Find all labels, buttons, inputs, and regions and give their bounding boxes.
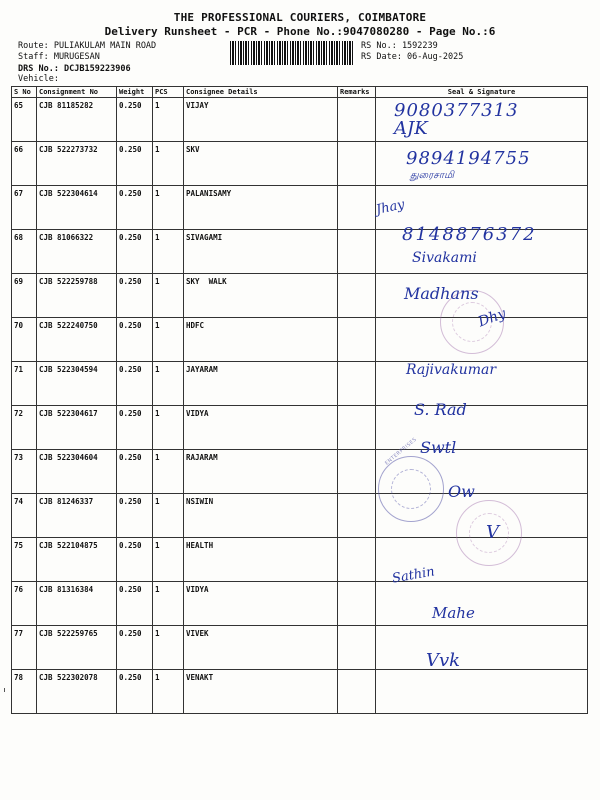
- cell-consignee: RAJARAM: [184, 450, 338, 494]
- cell-weight: 0.250: [117, 142, 153, 186]
- cell-pcs: 1: [153, 274, 184, 318]
- col-remarks: Remarks: [338, 87, 376, 98]
- cell-consignee: HEALTH: [184, 538, 338, 582]
- cell-weight: 0.250: [117, 274, 153, 318]
- rs-number: RS No.: 1592239: [361, 41, 438, 51]
- handwritten-phone: 9894194755: [406, 148, 531, 169]
- cell-pcs: 1: [153, 142, 184, 186]
- cell-sno: 67: [12, 186, 37, 230]
- cell-pcs: 1: [153, 494, 184, 538]
- handwritten-signature: Ow: [448, 482, 475, 501]
- barcode-image: [230, 41, 355, 65]
- cell-pcs: 1: [153, 626, 184, 670]
- cell-consignment: CJB 522304617: [37, 406, 117, 450]
- handwritten-signature: Rajivakumar: [406, 362, 497, 378]
- table-row: [12, 186, 588, 230]
- handwritten-signature: Dhy: [476, 305, 509, 331]
- cell-remarks: [338, 494, 376, 538]
- cell-consignment: CJB 522240750: [37, 318, 117, 362]
- cell-consignee: PALANISAMY: [184, 186, 338, 230]
- cell-weight: 0.250: [117, 98, 153, 142]
- cell-weight: 0.250: [117, 230, 153, 274]
- cell-sno: 72: [12, 406, 37, 450]
- cell-remarks: [338, 626, 376, 670]
- cell-remarks: [338, 538, 376, 582]
- cell-consignment: CJB 81246337: [37, 494, 117, 538]
- col-seal: Seal & Signature: [376, 87, 588, 98]
- cell-sno: 71: [12, 362, 37, 406]
- cell-weight: 0.250: [117, 362, 153, 406]
- cell-pcs: 1: [153, 318, 184, 362]
- cell-pcs: 1: [153, 582, 184, 626]
- cell-pcs: 1: [153, 230, 184, 274]
- table-row: [12, 582, 588, 626]
- runsheet-table: [11, 86, 588, 714]
- cell-consignee: VIDYA: [184, 582, 338, 626]
- cell-seal: [376, 186, 588, 230]
- enterprise-stamp-inner: [391, 469, 431, 509]
- handwritten-signature: Madhans: [404, 284, 479, 303]
- staff-label: Staff: MURUGESAN: [18, 52, 100, 62]
- cell-consignment: CJB 522273732: [37, 142, 117, 186]
- handwritten-signature: S. Rad: [414, 400, 467, 419]
- handwritten-signature: Sathin: [391, 564, 436, 587]
- cell-consignee: SKY WALK: [184, 274, 338, 318]
- margin-mark: [4, 688, 8, 692]
- cell-sno: 69: [12, 274, 37, 318]
- cell-consignment: CJB 522104875: [37, 538, 117, 582]
- cell-consignment: CJB 81066322: [37, 230, 117, 274]
- enterprise-stamp-text: ENTERPRISES: [384, 436, 419, 467]
- cell-consignee: VIJAY: [184, 98, 338, 142]
- handwritten-signature: V: [486, 522, 499, 543]
- cell-pcs: 1: [153, 98, 184, 142]
- cell-remarks: [338, 670, 376, 714]
- cell-remarks: [338, 142, 376, 186]
- cell-weight: 0.250: [117, 582, 153, 626]
- col-consignee: Consignee Details: [184, 87, 338, 98]
- drs-number: DRS No.: DCJB159223906: [18, 64, 131, 74]
- handwritten-phone: 9080377313: [394, 100, 519, 121]
- cell-sno: 68: [12, 230, 37, 274]
- col-sno: S No: [12, 87, 37, 98]
- cell-pcs: 1: [153, 362, 184, 406]
- cell-pcs: 1: [153, 450, 184, 494]
- cell-weight: 0.250: [117, 450, 153, 494]
- cell-sno: 74: [12, 494, 37, 538]
- handwritten-phone: 8148876372: [402, 224, 537, 245]
- cell-weight: 0.250: [117, 494, 153, 538]
- cell-consignment: CJB 522259788: [37, 274, 117, 318]
- cell-sno: 78: [12, 670, 37, 714]
- cell-weight: 0.250: [117, 318, 153, 362]
- handwritten-signature: AJK: [394, 118, 428, 139]
- table-row: [12, 450, 588, 494]
- cell-remarks: [338, 362, 376, 406]
- handwritten-signature: Jhay: [374, 197, 406, 218]
- cell-consignment: CJB 522304594: [37, 362, 117, 406]
- cell-consignee: SKV: [184, 142, 338, 186]
- cell-sno: 73: [12, 450, 37, 494]
- cell-weight: 0.250: [117, 670, 153, 714]
- cell-remarks: [338, 230, 376, 274]
- handwritten-signature: Sivakami: [412, 250, 477, 266]
- handwritten-signature: Swtl: [420, 438, 457, 457]
- cell-consignee: VIVEK: [184, 626, 338, 670]
- cell-consignment: CJB 81185282: [37, 98, 117, 142]
- cell-weight: 0.250: [117, 538, 153, 582]
- cell-consignee: VIDYA: [184, 406, 338, 450]
- table-header-row: [12, 87, 588, 98]
- cell-pcs: 1: [153, 538, 184, 582]
- table-row: [12, 406, 588, 450]
- runsheet-title: THE PROFESSIONAL COURIERS, COIMBATORE: [173, 11, 427, 24]
- cell-pcs: 1: [153, 186, 184, 230]
- rs-date: RS Date: 06-Aug-2025: [361, 52, 464, 62]
- cell-seal: [376, 626, 588, 670]
- table-row: [12, 670, 588, 714]
- handwritten-signature: Vvk: [426, 650, 461, 671]
- cell-sno: 66: [12, 142, 37, 186]
- handwritten-signature: துரைசாமி: [410, 170, 454, 181]
- table-row: [12, 626, 588, 670]
- vehicle-label: Vehicle:: [18, 74, 59, 84]
- cell-consignment: CJB 81316384: [37, 582, 117, 626]
- cell-consignee: SIVAGAMI: [184, 230, 338, 274]
- cell-weight: 0.250: [117, 406, 153, 450]
- col-pcs: PCS: [153, 87, 184, 98]
- cell-remarks: [338, 186, 376, 230]
- cell-remarks: [338, 450, 376, 494]
- cell-remarks: [338, 98, 376, 142]
- cell-consignee: NSIWIN: [184, 494, 338, 538]
- cell-consignment: CJB 522304614: [37, 186, 117, 230]
- cell-sno: 76: [12, 582, 37, 626]
- cell-remarks: [338, 406, 376, 450]
- cell-remarks: [338, 318, 376, 362]
- cell-sno: 70: [12, 318, 37, 362]
- cell-consignment: CJB 522304604: [37, 450, 117, 494]
- cell-weight: 0.250: [117, 186, 153, 230]
- cell-sno: 65: [12, 98, 37, 142]
- cell-remarks: [338, 274, 376, 318]
- table-row: [12, 362, 588, 406]
- cell-pcs: 1: [153, 406, 184, 450]
- cell-consignee: VENAKT: [184, 670, 338, 714]
- cell-weight: 0.250: [117, 626, 153, 670]
- cell-pcs: 1: [153, 670, 184, 714]
- runsheet-subtitle: Delivery Runsheet - PCR - Phone No.:9047080280 - Page No.:6: [104, 25, 496, 38]
- route-label: Route: PULIAKULAM MAIN ROAD: [18, 41, 157, 51]
- col-weight: Weight: [117, 87, 153, 98]
- cell-consignment: CJB 522259765: [37, 626, 117, 670]
- cell-remarks: [338, 582, 376, 626]
- handwritten-signature: Mahe: [432, 604, 475, 622]
- cell-consignee: JAYARAM: [184, 362, 338, 406]
- cell-consignee: HDFC: [184, 318, 338, 362]
- cell-seal: [376, 582, 588, 626]
- col-consignment: Consignment No: [37, 87, 117, 98]
- cell-consignment: CJB 522302078: [37, 670, 117, 714]
- cell-sno: 77: [12, 626, 37, 670]
- cell-sno: 75: [12, 538, 37, 582]
- cell-seal: [376, 670, 588, 714]
